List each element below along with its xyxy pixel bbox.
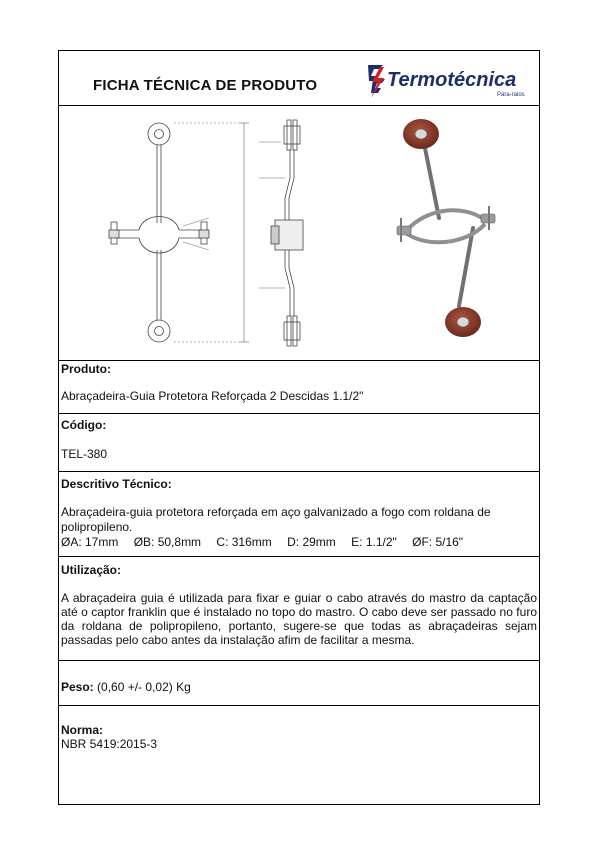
product-sheet: [58, 50, 540, 805]
peso-value: (0,60 +/- 0,02) Kg: [97, 680, 191, 694]
produto-section: [61, 362, 537, 376]
dimension-a: ØA: 17mm: [61, 535, 119, 549]
produto-label: Produto:: [61, 362, 111, 376]
utilizacao-label: Utilização:: [61, 563, 122, 577]
dimension-e: E: 1.1/2": [351, 535, 397, 549]
dimensions-list: [61, 535, 537, 549]
divider: [59, 556, 539, 557]
descritivo-line-2: polipropileno.: [61, 520, 133, 534]
norma-section: [61, 723, 537, 737]
divider: [59, 660, 539, 661]
norma-value: NBR 5419:2015-3: [61, 737, 158, 751]
sheet-header: [59, 51, 539, 106]
descritivo-section: [61, 477, 537, 491]
dimension-c: C: 316mm: [216, 535, 272, 549]
dimension-f: ØF: 5/16": [412, 535, 464, 549]
product-render-image: [377, 108, 517, 358]
divider: [59, 471, 539, 472]
logo-company-name: Termotécnica: [387, 69, 517, 91]
peso-label: Peso:: [61, 680, 94, 694]
logo-tagline: Para-raios: [497, 92, 525, 98]
company-logo: [365, 61, 537, 101]
divider: [59, 705, 539, 706]
codigo-label: Código:: [61, 418, 107, 432]
descritivo-label: Descritivo Técnico:: [61, 477, 172, 491]
dimension-b: ØB: 50,8mm: [133, 535, 202, 549]
codigo-value: TEL-380: [61, 447, 108, 461]
front-view-drawing: [99, 108, 259, 358]
dimension-d: D: 29mm: [287, 535, 336, 549]
norma-label: Norma:: [61, 723, 104, 737]
page-title: FICHA TÉCNICA DE PRODUTO: [93, 77, 318, 94]
side-view-drawing: [251, 108, 331, 358]
produto-value: Abraçadeira-Guia Protetora Reforçada 2 Descidas 1.1/2": [61, 389, 364, 403]
product-drawings: [59, 106, 539, 361]
divider: [59, 413, 539, 414]
descritivo-line-1: Abraçadeira-guia protetora reforçada em aço galvanizado a fogo com roldana de: [61, 505, 491, 519]
peso-section: [61, 680, 537, 694]
lightning-logo-icon: [365, 63, 389, 99]
codigo-section: [61, 418, 537, 432]
utilizacao-section: [61, 563, 537, 577]
utilizacao-text: A abraçadeira guia é utilizada para fixar e guiar o cabo através do mastro da captação até o captor franklin que é instalado no topo do mastro. O cabo deve ser passado no furo da roldana de polipropileno, portanto, sugere-se que todas as abraçadeiras sejam passadas pelo cabo antes da instalação afim de facilitar a mesma.: [61, 591, 537, 647]
